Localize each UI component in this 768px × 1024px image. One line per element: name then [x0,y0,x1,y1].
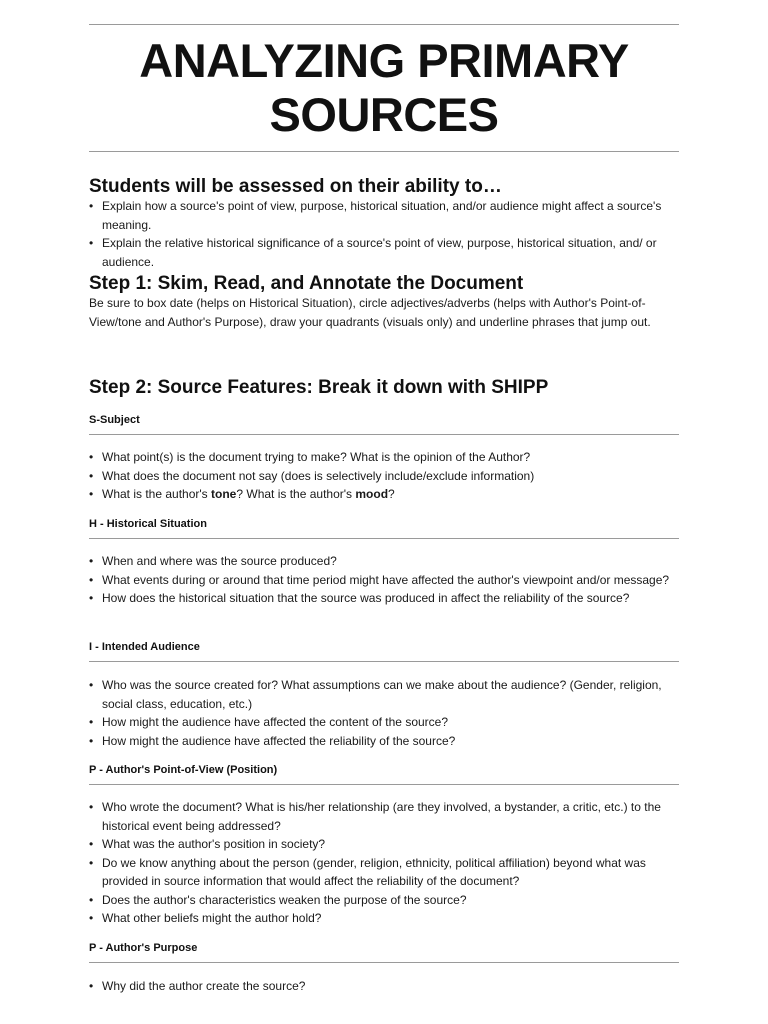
audience-list [89,676,679,750]
subject-label: S-Subject [89,414,140,426]
assessment-list [89,197,679,271]
tone-emphasis: tone [211,487,237,501]
list-item: • What is the author's tone? What is the author's mood? [89,487,395,501]
title-divider [89,151,679,152]
list-item: • How does the historical situation that the source was produced in affect the reliability of the source? [89,591,630,605]
top-divider [89,24,679,25]
subject-list [89,448,679,504]
assessment-heading: Students will be assessed on their ability to… [89,176,502,197]
list-item: • Explain how a source's point of view, purpose, historical situation, and/or audience might affect a source's meaning. [89,199,662,232]
audience-label: I - Intended Audience [89,641,200,653]
list-item: • How might the audience have affected the reliability of the source? [89,733,456,748]
list-item: • What events during or around that time period might have affected the author's viewpoint and/or message? [89,572,670,587]
list-item: • How might the audience have affected the content of the source? [89,715,449,729]
pov-label: P - Author's Point-of-View (Position) [89,764,278,776]
step1-heading: Step 1: Skim, Read, and Annotate the Document [89,273,524,294]
list-item: • What other beliefs might the author hold? [89,911,322,925]
subject-divider [89,434,679,435]
step1-text: Be sure to box date (helps on Historical Situation), circle adjectives/adverbs (helps with Author's Point-of-View/tone and Author's Purpose), draw your quadrants (visuals only) and underline phrases that jump out. [89,296,651,329]
mood-emphasis: mood [355,487,389,501]
historical-label: H - Historical Situation [89,518,207,530]
step2-heading: Step 2: Source Features: Break it down with SHIPP [89,377,549,398]
purpose-list [89,977,679,996]
pov-divider [89,784,679,785]
page-title [89,34,679,142]
historical-list [89,552,679,608]
list-item: • What was the author's position in society? [89,837,326,851]
title-line-2: SOURCES [269,88,499,141]
list-item: • Who was the source created for? What assumptions can we make about the audience? (Gender, religion, social class, education, etc.) [89,678,662,711]
list-item: • Explain the relative historical significance of a source's point of view, purpose, historical situation, and/ or audience. [89,236,657,269]
historical-divider [89,538,679,539]
purpose-label: P - Author's Purpose [89,942,198,954]
audience-divider [89,661,679,662]
pov-list [89,798,679,928]
list-item: • When and where was the source produced? [89,554,337,568]
list-item: • What point(s) is the document trying to make? What is the opinion of the Author? [89,450,531,464]
list-item: • Do we know anything about the person (gender, religion, ethnicity, political affiliation) beyond what was provided in source information that would affect the reliability of the document? [89,855,646,888]
purpose-divider [89,962,679,963]
list-item: • What does the document not say (does is selectively include/exclude information) [89,468,535,483]
title-line-1: ANALYZING PRIMARY [139,34,629,87]
list-item: • Who wrote the document? What is his/her relationship (are they involved, a bystander, a critic, etc.) to the historical event being addressed? [89,800,661,833]
list-item: • Why did the author create the source? [89,979,306,993]
list-item: • Does the author's characteristics weaken the purpose of the source? [89,892,467,907]
